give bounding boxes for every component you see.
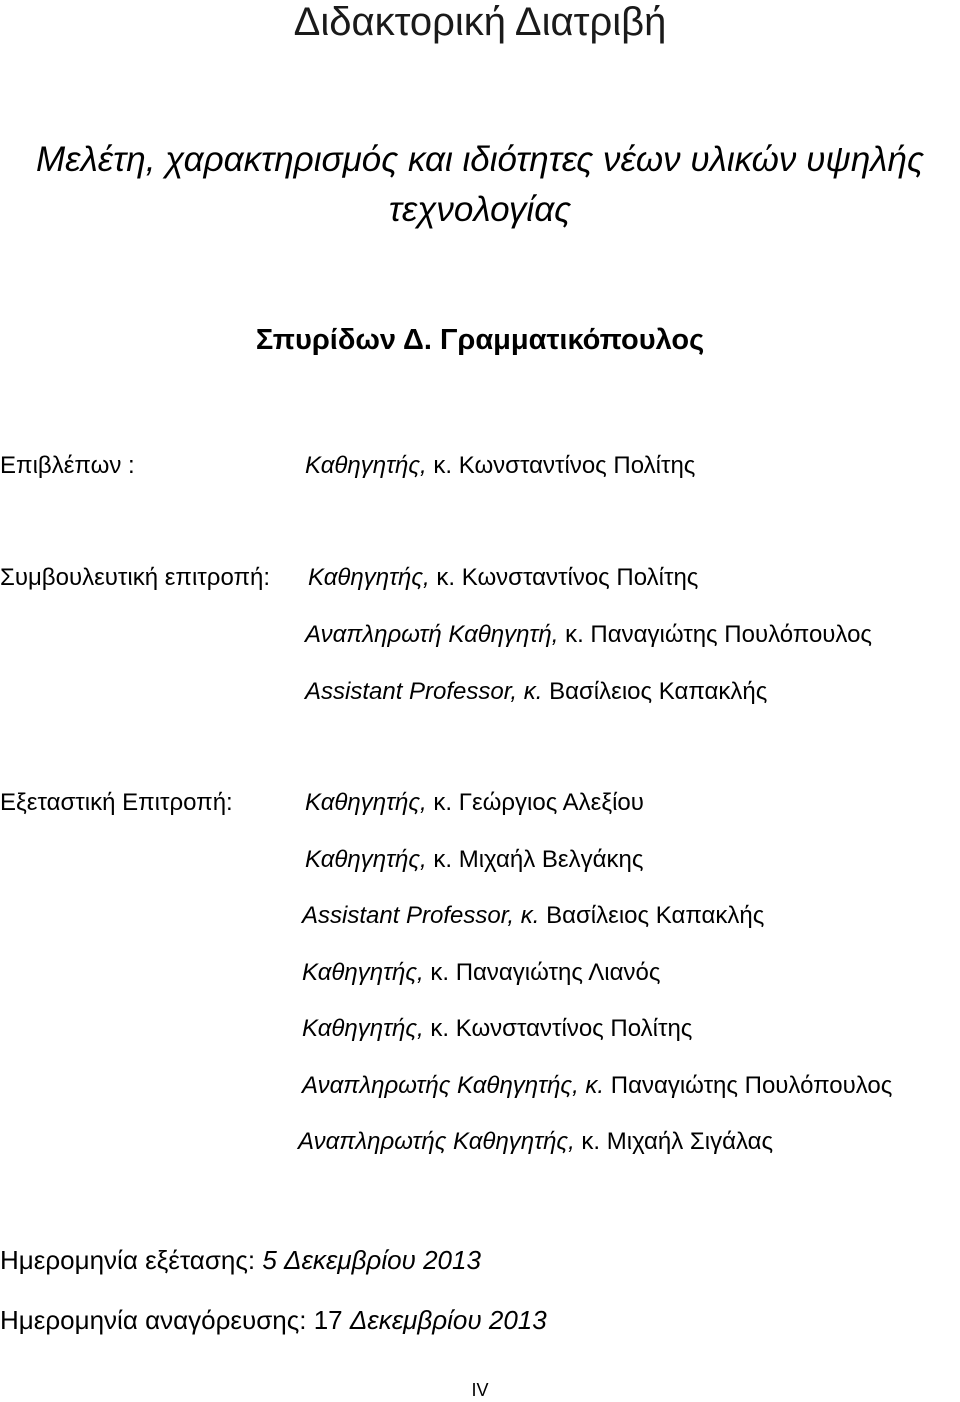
examination-committee-row-7: [0, 1127, 960, 1157]
examination-committee-row-3: [0, 901, 960, 931]
examination-member: [305, 845, 643, 875]
examination-committee-row-5: [0, 1014, 960, 1044]
member-title: Αναπληρωτής Καθηγητής,: [298, 1128, 575, 1155]
examination-member: [305, 788, 644, 818]
examination-member: [302, 901, 764, 931]
conferral-date-row: [0, 1304, 960, 1336]
advisory-member: [308, 563, 698, 593]
advisory-committee-row-1: [0, 563, 960, 593]
author-name: Σπυρίδων Δ. Γραμματικόπουλος: [255, 324, 705, 356]
supervisor-label: Επιβλέπων :: [0, 452, 135, 479]
examination-member: [302, 958, 660, 988]
advisory-committee-label: Συμβουλευτική επιτροπή:: [0, 564, 271, 591]
examination-member: [302, 1014, 692, 1044]
member-name: κ. Παναγιώτης Λιανός: [430, 959, 661, 986]
member-title: Αναπληρωτής Καθηγητής, κ.: [302, 1072, 605, 1099]
member-name: κ. Μιχαήλ Σιγάλας: [581, 1128, 774, 1155]
conferral-date-label: Ημερομηνία αναγόρευσης:: [0, 1305, 307, 1335]
examination-date-label: Ημερομηνία εξέτασης:: [0, 1245, 256, 1275]
conferral-date-day: 17: [313, 1305, 343, 1335]
examination-date-day: 5: [262, 1245, 277, 1275]
examination-date-row: [0, 1244, 960, 1276]
member-title: Αναπληρωτή Καθηγητή,: [305, 621, 559, 648]
member-name: κ. Γεώργιος Αλεξίου: [433, 789, 644, 816]
member-name: κ. Κωνσταντίνος Πολίτης: [430, 1015, 693, 1042]
advisory-member: [305, 677, 767, 707]
supervisor-row: [0, 451, 960, 481]
member-title: Assistant Professor, κ.: [302, 902, 540, 929]
member-title: Καθηγητής,: [305, 846, 427, 873]
examination-member: [298, 1127, 773, 1157]
member-title: Καθηγητής,: [302, 959, 424, 986]
member-title: Καθηγητής,: [305, 452, 427, 479]
member-title: Καθηγητής,: [305, 789, 427, 816]
member-name: κ. Κωνσταντίνος Πολίτης: [436, 564, 699, 591]
member-title: Assistant Professor, κ.: [305, 678, 543, 705]
supervisor-value: [305, 451, 695, 481]
examination-date-month-year: Δεκεμβρίου 2013: [284, 1245, 481, 1275]
member-name: κ. Παναγιώτης Πουλόπουλος: [565, 621, 872, 648]
advisory-committee-row-3: [0, 677, 960, 707]
thesis-title-line-2: τεχνολογίας: [388, 190, 572, 229]
member-name: Βασίλειος Καπακλής: [549, 678, 768, 705]
member-title: Καθηγητής,: [302, 1015, 424, 1042]
examination-committee-row-6: [0, 1071, 960, 1101]
conferral-date-month-year: Δεκεμβρίου 2013: [349, 1305, 547, 1335]
member-name: Βασίλειος Καπακλής: [546, 902, 765, 929]
advisory-member: [305, 620, 872, 650]
examination-committee-label: Εξεταστική Επιτροπή:: [0, 789, 233, 816]
member-name: Παναγιώτης Πουλόπουλος: [610, 1072, 893, 1099]
examination-committee-row-1: [0, 788, 960, 818]
examination-committee-row-2: [0, 845, 960, 875]
thesis-title-line-1: Μελέτη, χαρακτηρισμός και ιδιότητες νέων υλικών υψηλής: [36, 140, 924, 179]
advisory-committee-row-2: [0, 620, 960, 650]
examination-member: [302, 1071, 892, 1101]
member-name: κ. Μιχαήλ Βελγάκης: [433, 846, 644, 873]
page-number: IV: [471, 1380, 489, 1400]
examination-committee-row-4: [0, 958, 960, 988]
member-title: Καθηγητής,: [308, 564, 430, 591]
member-name: κ. Κωνσταντίνος Πολίτης: [433, 452, 696, 479]
document-type-heading: Διδακτορική Διατριβή: [293, 0, 667, 44]
